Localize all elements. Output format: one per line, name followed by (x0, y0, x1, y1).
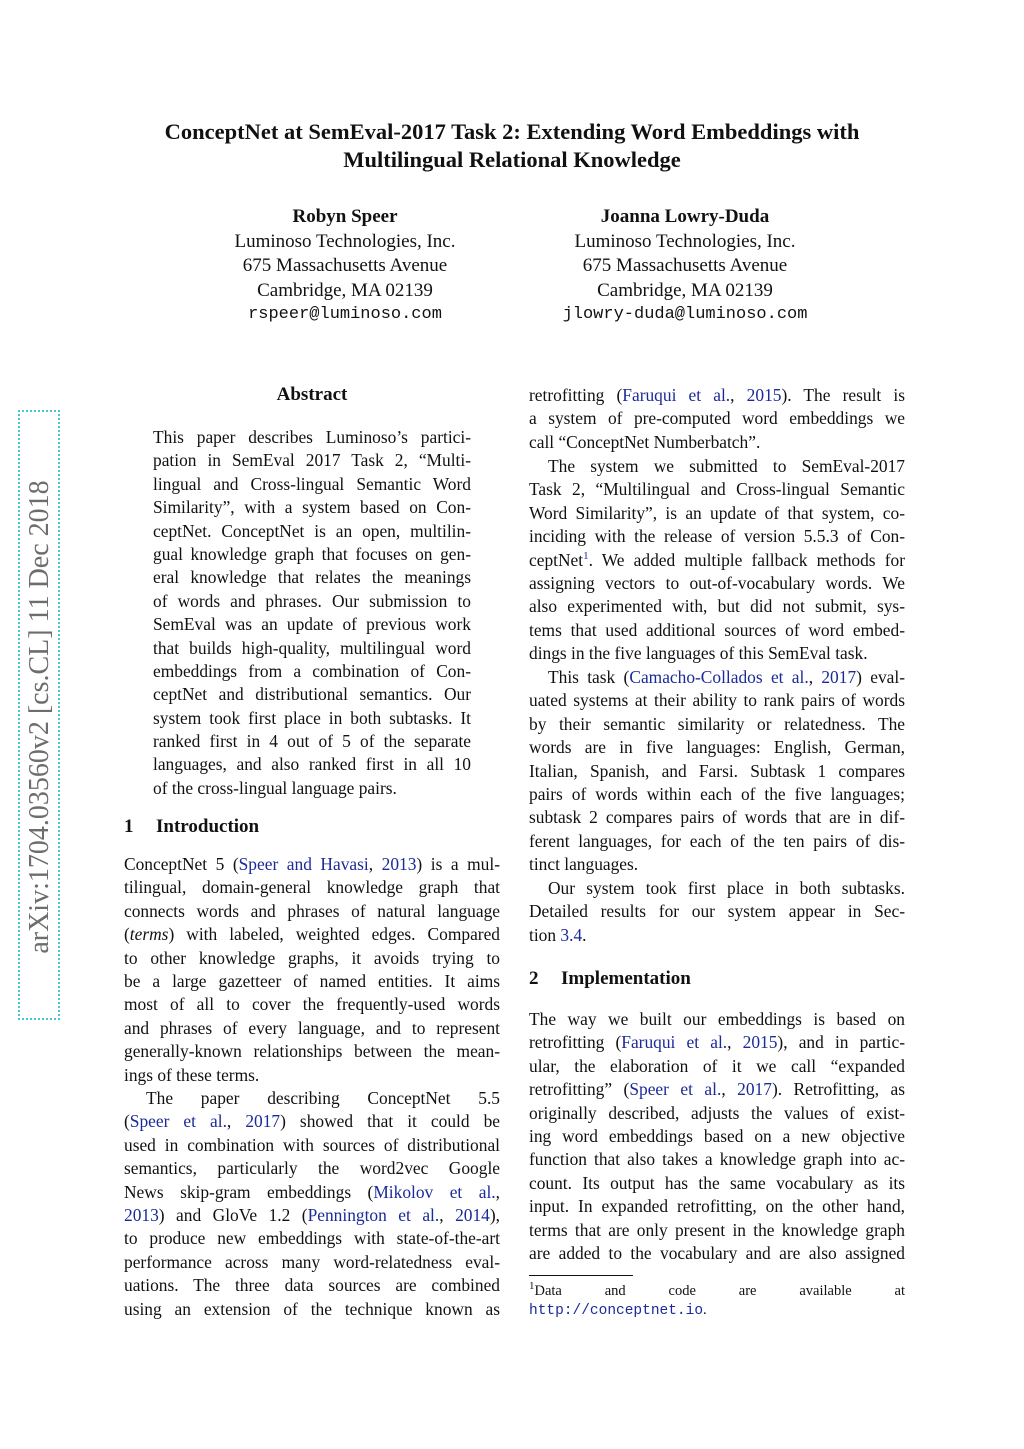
body-line: to produce new embeddings with state-of-the-art (124, 1228, 500, 1249)
citation-link[interactable]: Faruqui et al. (622, 385, 731, 405)
citation-link[interactable]: 2013 (124, 1204, 159, 1225)
author-email[interactable]: rspeer@luminoso.com (248, 305, 442, 324)
body-line: Word Similarity”, is an update of that system, co- (529, 502, 905, 523)
section-title: Implementation (561, 968, 691, 989)
body-line: using an extension of the technique known as (124, 1298, 500, 1319)
body-line: ular, the elaboration of it we call “expanded (529, 1055, 905, 1076)
body-line: performance across many word-relatedness eval- (124, 1251, 500, 1272)
section-heading-introduction (124, 816, 259, 838)
citation-link[interactable]: Speer et al. (629, 1079, 722, 1100)
citation-link[interactable]: Speer and Havasi (238, 854, 369, 874)
citation-link[interactable]: 2013 (381, 854, 417, 874)
body-line: used in combination with sources of distributional (124, 1134, 500, 1155)
abstract-line: gual knowledge graph that focuses on gen- (153, 543, 471, 564)
footnote-divider (529, 1275, 633, 1276)
citation-link[interactable]: 2017 (821, 667, 857, 687)
intro-paragraph-1 (124, 853, 500, 1087)
footnote-text: Data and code are available at (534, 1283, 905, 1299)
section-ref-link[interactable]: 3.4 (560, 924, 583, 945)
body-line: by their semantic similarity or relatedness. The (529, 713, 905, 734)
footnote-line (529, 1282, 905, 1301)
section-number: 1 (124, 816, 134, 837)
abstract-line: ceptNet. ConceptNet is an open, multilin- (153, 520, 471, 541)
title-line-1: ConceptNet at SemEval-2017 Task 2: Extending Word Embeddings with (164, 119, 860, 144)
abstract-line: embeddings from a combination of Con- (153, 660, 471, 681)
author-affiliation: Luminoso Technologies, Inc. (234, 230, 456, 252)
body-line: call “ConceptNet Numberbatch”. (529, 431, 761, 452)
footnote-mark: 1 (529, 1280, 535, 1293)
abstract-line: languages, and also ranked first in all 10 (153, 754, 471, 775)
body-line: tinct languages. (529, 854, 639, 875)
body-line: a system of pre-computed word embeddings we (529, 408, 905, 429)
abstract-line: SemEval was an update of previous work (153, 614, 471, 635)
body-line: 2013) and GloVe 1.2 (Pennington et al., 2014), (124, 1204, 501, 1225)
body-line: ceptNet$^1$. We added multiple fallback methods for (529, 549, 905, 570)
body-line: pairs of words within each of the five languages; (529, 783, 905, 804)
body-line: tems that used additional sources of word embed- (529, 619, 905, 640)
body-line: and phrases of every language, and to represent (124, 1017, 500, 1038)
citation-link[interactable]: 2017 (737, 1079, 772, 1100)
body-line: semantics, particularly the word2vec Google (124, 1158, 500, 1179)
body-line: be a large gazetteer of named entities. It aims (124, 970, 500, 991)
body-line: uations. The three data sources are combined (124, 1275, 500, 1296)
citation-link[interactable]: Faruqui et al. (621, 1032, 728, 1053)
abstract-line: lingual and Cross-lingual Semantic Word (153, 473, 471, 494)
implementation-paragraph (529, 1008, 905, 1265)
right-paragraph-4 (529, 877, 905, 947)
citation-link[interactable]: 2014 (455, 1204, 490, 1225)
abstract-line: ceptNet and distributional semantics. Our (153, 684, 471, 705)
author-street: 675 Massachusetts Avenue (242, 255, 448, 276)
body-line: most of all to cover the frequently-used words (124, 994, 500, 1015)
body-line: tilingual, domain-general knowledge graph that (124, 877, 500, 898)
body-line: subtask 2 compares pairs of words that are in dif- (529, 807, 905, 828)
abstract-line: of the cross-lingual language pairs. (153, 777, 397, 798)
body-line: The paper describing ConceptNet 5.5 (146, 1088, 500, 1108)
abstract-line: that builds high-quality, multilingual word (153, 637, 471, 658)
abstract-line: ranked first in 4 out of 5 of the separate (153, 731, 471, 752)
body-line: Detailed results for our system appear in Sec- (529, 901, 905, 922)
author-name: Robyn Speer (292, 206, 398, 227)
section-heading-implementation (529, 968, 691, 990)
section-number: 2 (529, 968, 539, 989)
abstract-body (153, 426, 471, 800)
body-line: ings of these terms. (124, 1064, 260, 1085)
abstract-line: of words and phrases. Our submission to (153, 590, 471, 611)
body-line: function that also takes a knowledge graph into ac- (529, 1149, 905, 1170)
footnote-url-link[interactable]: http://conceptnet.io (529, 1303, 704, 1319)
body-line: assigning vectors to out-of-vocabulary words. We (529, 572, 905, 593)
citation-link[interactable]: Speer et al. (129, 1111, 227, 1132)
author-block-2 (505, 205, 865, 328)
citation-link[interactable]: 2015 (742, 1032, 778, 1053)
body-line: retrofitting” (Speer et al., 2017). Retrofitting, as (529, 1079, 905, 1100)
right-paragraph-1 (529, 384, 905, 454)
body-line: ing word embeddings based on a new objective (529, 1125, 905, 1146)
body-line: The way we built our embeddings is based on (529, 1009, 905, 1029)
section-title: Introduction (156, 816, 260, 837)
abstract-line: eral knowledge that relates the meanings (153, 567, 471, 588)
body-line: words are in five languages: English, German, (529, 737, 905, 758)
citation-link[interactable]: Mikolov et al. (373, 1181, 496, 1202)
body-line: to other knowledge graphs, it avoids trying to (124, 947, 500, 968)
right-paragraph-2 (529, 455, 905, 666)
body-line: inciding with the release of version 5.5.3 of Con- (529, 526, 905, 547)
abstract-line: system took first place in both subtasks. It (153, 707, 471, 728)
body-line: tion 3.4. (529, 924, 587, 945)
body-line: ferent languages, for each of the ten pairs of dis- (529, 830, 905, 851)
abstract-line: This paper describes Luminoso’s partici- (153, 427, 471, 447)
body-line: input. In expanded retrofitting, on the other hand, (529, 1196, 905, 1217)
footnote (529, 1282, 905, 1321)
body-line: This task (Camacho-Collados et al., 2017) eval- (548, 667, 905, 687)
body-line: retrofitting (Faruqui et al., 2015). The result is (529, 385, 906, 405)
author-street: 675 Massachusetts Avenue (582, 255, 788, 276)
author-affiliation: Luminoso Technologies, Inc. (574, 230, 796, 252)
citation-link[interactable]: Camacho-Collados et al. (629, 667, 809, 687)
author-city: Cambridge, MA 02139 (597, 279, 773, 301)
body-line: connects words and phrases of natural language (124, 900, 500, 921)
abstract-line: Similarity”, with a system based on Con- (153, 497, 471, 518)
body-line: dings in the five languages of this SemEval task. (529, 643, 868, 664)
body-line: originally described, adjusts the values of exist- (529, 1102, 905, 1123)
body-line: Italian, Spanish, and Farsi. Subtask 1 compares (529, 760, 905, 781)
body-line: also experimented with, but did not submit, sys- (529, 596, 905, 617)
author-block-1 (165, 205, 525, 328)
body-line: The system we submitted to SemEval-2017 (548, 456, 905, 476)
body-line: (terms) with labeled, weighted edges. Compared (124, 924, 500, 945)
body-line: News skip-gram embeddings (Mikolov et al., (124, 1181, 500, 1202)
abstract-line: pation in SemEval 2017 Task 2, “Multi- (153, 450, 471, 471)
author-email[interactable]: jlowry-duda@luminoso.com (562, 305, 808, 324)
body-line: generally-known relationships between the mean- (124, 1041, 500, 1062)
title-line-2: Multilingual Relational Knowledge (343, 147, 681, 172)
right-paragraph-3 (529, 666, 905, 877)
body-line: terms that are only present in the knowledge graph (529, 1219, 905, 1240)
author-name: Joanna Lowry-Duda (600, 206, 770, 227)
citation-link[interactable]: Pennington et al. (307, 1204, 440, 1225)
paper-title (0, 118, 1024, 174)
body-line: Task 2, “Multilingual and Cross-lingual Semantic (529, 479, 905, 500)
citation-link[interactable]: 2015 (746, 385, 782, 405)
emphasis-terms: terms (129, 924, 169, 945)
body-line: uated systems at their ability to rank pairs of words (529, 690, 905, 711)
body-line: ConceptNet 5 (Speer and Havasi, 2013) is a mul- (124, 854, 500, 874)
intro-paragraph-2 (124, 1087, 500, 1321)
body-line: Our system took first place in both subtasks. (548, 878, 905, 898)
body-line: retrofitting (Faruqui et al., 2015), and in partic- (529, 1032, 905, 1053)
footnote-marker[interactable]: 1 (583, 549, 589, 562)
citation-link[interactable]: 2017 (245, 1111, 281, 1132)
body-line: count. Its output has the same vocabulary as its (529, 1172, 905, 1193)
arxiv-stamp-box (18, 410, 60, 1020)
footnote-line: http://conceptnet.io. (529, 1302, 707, 1319)
arxiv-stamp[interactable]: arXiv:1704.03560v2 [cs.CL] 11 Dec 2018 (24, 480, 55, 954)
abstract-heading: Abstract (276, 384, 348, 405)
body-line: (Speer et al., 2017) showed that it could be (124, 1111, 500, 1132)
body-line: are added to the vocabulary and are also assigned (529, 1242, 905, 1263)
author-city: Cambridge, MA 02139 (257, 279, 433, 301)
